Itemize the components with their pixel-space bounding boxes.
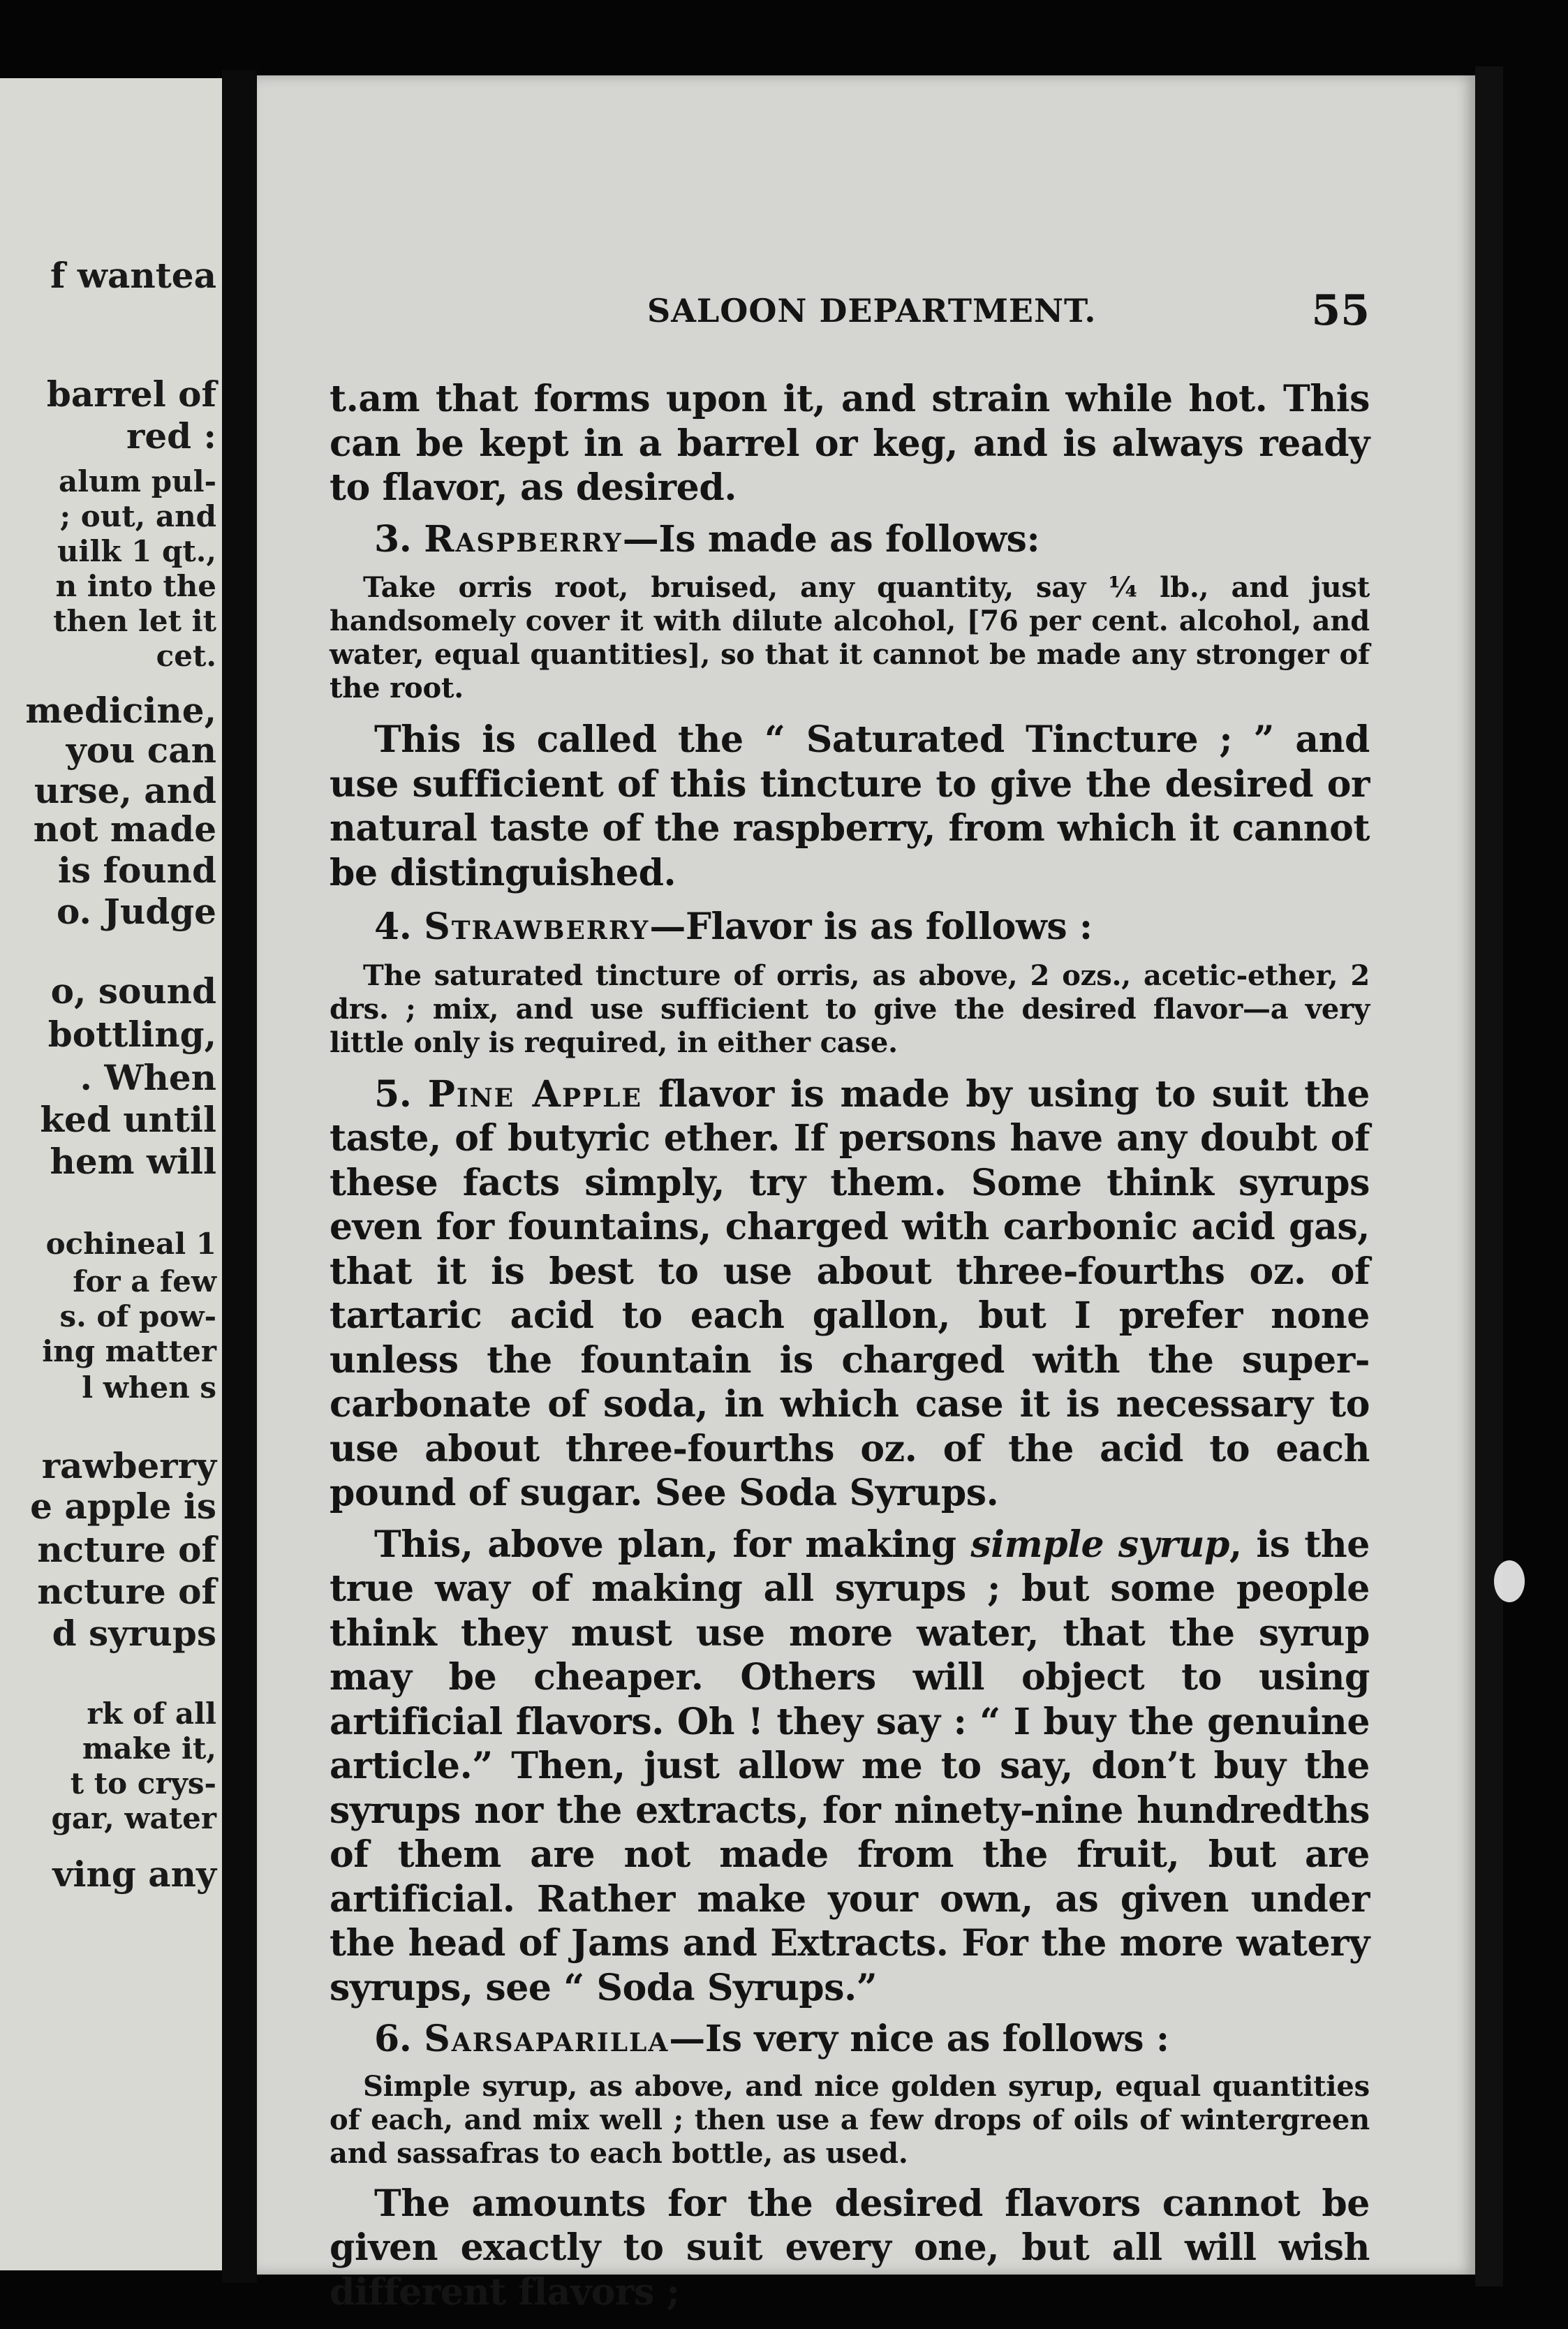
left-page-line: n into the [55, 569, 216, 603]
left-page-line: make it, [82, 1731, 216, 1766]
left-page-line: d syrups [52, 1613, 216, 1654]
recipe-sarsaparilla: Simple syrup, as above, and nice golden syrup, equal quantities of each, and mix well ; then use a few drops of oils of wintergreen and sassafras to each bottle, as used. [330, 2069, 1370, 2170]
left-page-line: o. Judge [56, 891, 216, 932]
left-page-line: . When [80, 1057, 216, 1098]
left-page-line: ; out, and [59, 499, 216, 533]
item-rest: —Is made as follows: [622, 517, 1040, 561]
page-edge-shadow [1475, 66, 1503, 2286]
heading-raspberry [330, 517, 1370, 562]
item-rest: —Is very nice as follows : [669, 2018, 1169, 2060]
left-page-line: is found [57, 850, 216, 891]
left-page-line: l when s [82, 1370, 216, 1405]
left-page-line: alum pul- [58, 464, 216, 498]
left-page-line: t to crys- [70, 1766, 216, 1801]
previous-page-fragment [0, 78, 222, 2270]
left-page-line: then let it [53, 604, 216, 638]
paragraph-pine-apple [330, 1072, 1370, 1516]
heading-strawberry [330, 905, 1370, 949]
page-header [330, 286, 1370, 342]
paragraph-closing: The amounts for the desired flavors cannot be given exactly to suit every one, but all will wish different flavors ; [330, 2182, 1370, 2314]
emphasis: simple syrup [970, 1523, 1229, 1566]
left-page-line: e apple is [30, 1486, 216, 1527]
left-page-line: ving any [52, 1854, 216, 1895]
paper-blemish [1494, 1560, 1525, 1602]
left-page-line: o, sound [50, 970, 216, 1012]
item-name: Sarsaparilla [424, 2018, 670, 2060]
left-page-line: rawberry [41, 1445, 216, 1486]
book-gutter [222, 70, 257, 2283]
item-number: 3. [374, 517, 412, 561]
item-name: Pine Apple [427, 1072, 642, 1116]
recipe-raspberry: Take orris root, bruised, any quantity, say ¼ lb., and just handsomely cover it with dilute alcohol, [76 per cent. alcohol, and water, equal quantities], so that it cannot be made any stronger of the root. [330, 571, 1370, 704]
left-page-line: rk of all [87, 1696, 216, 1731]
left-page-line: ing matter [42, 1334, 216, 1368]
left-page-line: not made [33, 808, 216, 850]
left-page-line: ochineal 1 [45, 1227, 216, 1261]
left-page-line: urse, and [34, 770, 216, 811]
left-page-line: bottling, [47, 1014, 216, 1055]
left-page-line: medicine, [25, 690, 216, 731]
left-page-line: cet. [156, 639, 216, 673]
left-page-line: gar, water [51, 1801, 216, 1835]
item-name: Raspberry [424, 517, 623, 561]
paragraph-tincture: This is called the “ Saturated Tincture ; ” and use sufficient of this tincture to give the desired or natural taste of the raspberry, from which it cannot be distinguished. [330, 718, 1370, 894]
item-rest: flavor is made by using to suit the taste, of butyric ether. If persons have any doubt of these facts simply, try them. Some think syrups even for fountains, charged with carbonic acid gas, that it is best to use about three-fourths oz. of tartaric acid to each gallon, but I prefer none unless the fountain is charged with the super-carbonate of soda, in which case it is necessary to use about three-fourths oz. of the acid to each pound of sugar. See Soda Syrups. [330, 1072, 1370, 1514]
item-rest: —Flavor is as follows : [649, 905, 1093, 948]
item-number: 4. [374, 905, 412, 948]
main-text [330, 377, 1370, 2314]
text-run: , is the true way of making all syrups ; but some people think they must use more water, that the syrup may be cheaper. Others will object to using artificial flavors. Oh ! they say : “ I buy the genuine article.” Then, just allow me to say, don’t buy the syrups nor the extracts, for ninety-nine hundredths of them are not made from the fruit, but are artificial. Rather make your own, as given under the head of Jams and Extracts. For the more watery syrups, see “ Soda Syrups.” [330, 1523, 1370, 2009]
left-page-line: hem will [50, 1141, 216, 1182]
left-page-line: ncture of [37, 1571, 216, 1612]
text-run: This, above plan, for making [374, 1523, 971, 1566]
left-page-line: ked until [40, 1099, 216, 1140]
book-page [257, 75, 1475, 2314]
paragraph-simple-syrup [330, 1523, 1370, 2011]
heading-sarsaparilla [330, 2017, 1370, 2062]
left-page-line: s. of pow- [59, 1299, 216, 1333]
left-page-line: you can [66, 730, 216, 771]
running-head: SALOON DEPARTMENT. [647, 292, 1097, 330]
left-page-line: f wantea [50, 255, 216, 296]
recipe-strawberry: The saturated tincture of orris, as above, 2 ozs., acetic-ether, 2 drs. ; mix, and use sufficient to give the desired flavor—a very little only is required, in either case. [330, 959, 1370, 1059]
left-page-line: uilk 1 qt., [57, 534, 216, 568]
item-number: 5. [374, 1072, 412, 1116]
left-page-line: barrel of [46, 374, 216, 415]
left-page-line: red : [126, 415, 216, 457]
paragraph-continued: t.am that forms upon it, and strain while hot. This can be kept in a barrel or keg, and is always ready to flavor, as desired. [330, 378, 1370, 509]
page-number: 55 [1311, 286, 1370, 335]
left-page-line: ncture of [37, 1529, 216, 1570]
left-page-line: for a few [73, 1264, 216, 1299]
item-name: Strawberry [424, 905, 650, 948]
item-number: 6. [374, 2018, 412, 2060]
